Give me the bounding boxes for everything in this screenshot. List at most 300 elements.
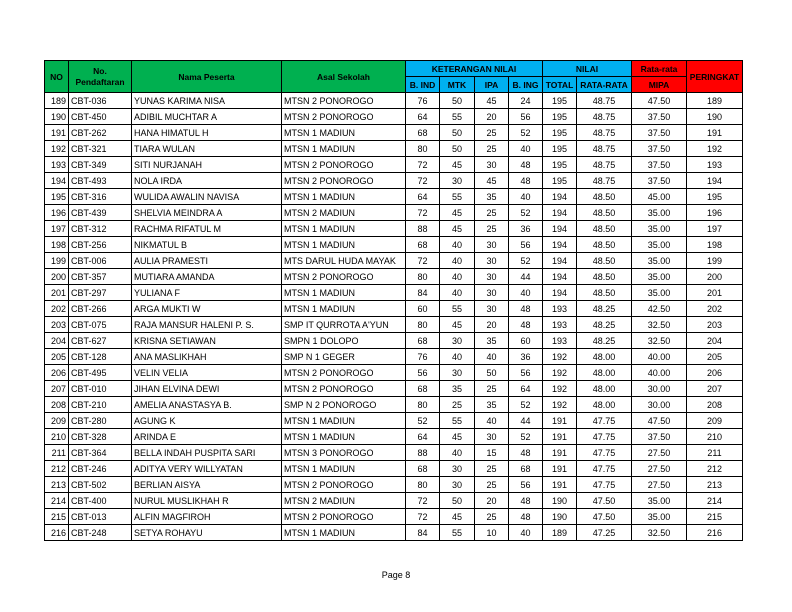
cell-nama-peserta: YUNAS KARIMA NISA <box>132 93 282 109</box>
table-row <box>45 493 743 509</box>
cell-b-ind: 84 <box>406 525 440 541</box>
cell-asal-sekolah: MTSN 1 MADIUN <box>282 461 406 477</box>
cell-rata-rata-mipa: 30.00 <box>632 381 687 397</box>
cell-mtk: 55 <box>440 189 475 205</box>
cell-no-pendaftaran: CBT-364 <box>69 445 132 461</box>
cell-b-ind: 80 <box>406 141 440 157</box>
cell-ipa: 45 <box>475 173 509 189</box>
cell-asal-sekolah: MTSN 2 PONOROGO <box>282 157 406 173</box>
cell-no-pendaftaran: CBT-328 <box>69 429 132 445</box>
cell-peringkat: 215 <box>687 509 743 525</box>
cell-rata-rata: 48.75 <box>577 173 632 189</box>
cell-ipa: 40 <box>475 349 509 365</box>
cell-mtk: 55 <box>440 301 475 317</box>
cell-ipa: 25 <box>475 125 509 141</box>
table-header <box>45 61 743 93</box>
cell-nama-peserta: MUTIARA AMANDA <box>132 269 282 285</box>
cell-asal-sekolah: SMP IT QURROTA A'YUN <box>282 317 406 333</box>
cell-mtk: 30 <box>440 477 475 493</box>
cell-total: 194 <box>543 205 577 221</box>
cell-peringkat: 202 <box>687 301 743 317</box>
cell-rata-rata-mipa: 40.00 <box>632 349 687 365</box>
cell-no: 210 <box>45 429 69 445</box>
cell-total: 191 <box>543 461 577 477</box>
cell-no: 192 <box>45 141 69 157</box>
cell-nama-peserta: ADITYA VERY WILLYATAN <box>132 461 282 477</box>
cell-b-ing: 44 <box>509 269 543 285</box>
cell-rata-rata-mipa: 37.50 <box>632 125 687 141</box>
cell-no-pendaftaran: CBT-248 <box>69 525 132 541</box>
cell-asal-sekolah: MTSN 2 PONOROGO <box>282 509 406 525</box>
cell-no: 204 <box>45 333 69 349</box>
cell-no: 212 <box>45 461 69 477</box>
cell-b-ind: 68 <box>406 125 440 141</box>
cell-no: 207 <box>45 381 69 397</box>
cell-b-ing: 48 <box>509 173 543 189</box>
cell-peringkat: 190 <box>687 109 743 125</box>
cell-no: 197 <box>45 221 69 237</box>
cell-mtk: 30 <box>440 173 475 189</box>
cell-rata-rata-mipa: 40.00 <box>632 365 687 381</box>
cell-asal-sekolah: MTSN 1 MADIUN <box>282 141 406 157</box>
cell-ipa: 30 <box>475 269 509 285</box>
cell-no-pendaftaran: CBT-128 <box>69 349 132 365</box>
table-row <box>45 205 743 221</box>
cell-asal-sekolah: MTSN 2 PONOROGO <box>282 365 406 381</box>
cell-peringkat: 197 <box>687 221 743 237</box>
table-row <box>45 253 743 269</box>
cell-b-ind: 68 <box>406 333 440 349</box>
cell-b-ing: 56 <box>509 237 543 253</box>
cell-ipa: 20 <box>475 109 509 125</box>
cell-no: 194 <box>45 173 69 189</box>
cell-mtk: 50 <box>440 125 475 141</box>
cell-ipa: 25 <box>475 509 509 525</box>
cell-b-ing: 52 <box>509 253 543 269</box>
cell-mtk: 30 <box>440 333 475 349</box>
cell-no-pendaftaran: CBT-316 <box>69 189 132 205</box>
cell-nama-peserta: VELIN VELIA <box>132 365 282 381</box>
cell-no-pendaftaran: CBT-297 <box>69 285 132 301</box>
cell-asal-sekolah: MTSN 1 MADIUN <box>282 237 406 253</box>
header-nilai: NILAI <box>543 61 632 77</box>
cell-b-ing: 48 <box>509 301 543 317</box>
cell-b-ind: 64 <box>406 109 440 125</box>
cell-mtk: 50 <box>440 93 475 109</box>
cell-b-ing: 52 <box>509 125 543 141</box>
cell-asal-sekolah: MTSN 1 MADIUN <box>282 301 406 317</box>
cell-total: 190 <box>543 509 577 525</box>
cell-rata-rata-mipa: 35.00 <box>632 221 687 237</box>
cell-asal-sekolah: MTSN 2 PONOROGO <box>282 93 406 109</box>
cell-no: 198 <box>45 237 69 253</box>
cell-rata-rata-mipa: 30.00 <box>632 397 687 413</box>
cell-no-pendaftaran: CBT-450 <box>69 109 132 125</box>
cell-total: 191 <box>543 413 577 429</box>
cell-b-ind: 72 <box>406 493 440 509</box>
cell-no-pendaftaran: CBT-266 <box>69 301 132 317</box>
cell-rata-rata: 48.50 <box>577 285 632 301</box>
cell-b-ing: 48 <box>509 317 543 333</box>
cell-peringkat: 212 <box>687 461 743 477</box>
cell-rata-rata: 48.75 <box>577 141 632 157</box>
cell-rata-rata-mipa: 35.00 <box>632 253 687 269</box>
cell-asal-sekolah: SMP N 1 GEGER <box>282 349 406 365</box>
cell-rata-rata: 48.00 <box>577 349 632 365</box>
ranking-table <box>44 60 743 541</box>
cell-mtk: 45 <box>440 157 475 173</box>
cell-peringkat: 206 <box>687 365 743 381</box>
table-row <box>45 125 743 141</box>
cell-nama-peserta: BERLIAN AISYA <box>132 477 282 493</box>
cell-ipa: 25 <box>475 221 509 237</box>
cell-mtk: 45 <box>440 205 475 221</box>
table-row <box>45 477 743 493</box>
cell-b-ing: 40 <box>509 525 543 541</box>
cell-b-ing: 64 <box>509 381 543 397</box>
cell-peringkat: 189 <box>687 93 743 109</box>
cell-ipa: 25 <box>475 461 509 477</box>
cell-b-ind: 88 <box>406 445 440 461</box>
header-no: NO <box>45 61 69 93</box>
cell-rata-rata-mipa: 35.00 <box>632 509 687 525</box>
cell-total: 192 <box>543 381 577 397</box>
cell-rata-rata: 47.75 <box>577 413 632 429</box>
cell-mtk: 55 <box>440 525 475 541</box>
cell-mtk: 45 <box>440 317 475 333</box>
cell-nama-peserta: AULIA PRAMESTI <box>132 253 282 269</box>
cell-rata-rata: 47.75 <box>577 445 632 461</box>
cell-rata-rata: 48.50 <box>577 237 632 253</box>
cell-nama-peserta: NIKMATUL B <box>132 237 282 253</box>
cell-ipa: 25 <box>475 141 509 157</box>
cell-mtk: 40 <box>440 285 475 301</box>
cell-total: 194 <box>543 269 577 285</box>
page-footer: Page 8 <box>381 570 411 580</box>
cell-asal-sekolah: SMP N 2 PONOROGO <box>282 397 406 413</box>
header-b-ind: B. IND <box>406 77 440 93</box>
cell-b-ind: 72 <box>406 509 440 525</box>
cell-b-ing: 56 <box>509 109 543 125</box>
cell-b-ind: 60 <box>406 301 440 317</box>
cell-no: 216 <box>45 525 69 541</box>
cell-b-ind: 76 <box>406 93 440 109</box>
cell-rata-rata: 48.25 <box>577 317 632 333</box>
cell-b-ing: 48 <box>509 493 543 509</box>
cell-nama-peserta: YULIANA F <box>132 285 282 301</box>
cell-mtk: 50 <box>440 141 475 157</box>
cell-rata-rata-mipa: 27.50 <box>632 445 687 461</box>
cell-no: 193 <box>45 157 69 173</box>
cell-b-ing: 52 <box>509 205 543 221</box>
cell-rata-rata: 48.25 <box>577 301 632 317</box>
cell-mtk: 40 <box>440 253 475 269</box>
cell-b-ing: 56 <box>509 365 543 381</box>
header-asal-sekolah: Asal Sekolah <box>282 61 406 93</box>
cell-nama-peserta: JIHAN ELVINA DEWI <box>132 381 282 397</box>
cell-rata-rata-mipa: 32.50 <box>632 525 687 541</box>
cell-b-ind: 64 <box>406 429 440 445</box>
cell-mtk: 40 <box>440 237 475 253</box>
table-row <box>45 333 743 349</box>
cell-total: 193 <box>543 301 577 317</box>
table-row <box>45 317 743 333</box>
cell-total: 195 <box>543 173 577 189</box>
cell-peringkat: 195 <box>687 189 743 205</box>
cell-peringkat: 204 <box>687 333 743 349</box>
cell-ipa: 20 <box>475 317 509 333</box>
table-row <box>45 349 743 365</box>
cell-nama-peserta: NURUL MUSLIKHAH R <box>132 493 282 509</box>
cell-ipa: 15 <box>475 445 509 461</box>
cell-b-ind: 80 <box>406 269 440 285</box>
cell-rata-rata: 48.50 <box>577 205 632 221</box>
cell-b-ind: 72 <box>406 253 440 269</box>
cell-peringkat: 203 <box>687 317 743 333</box>
cell-rata-rata: 47.75 <box>577 429 632 445</box>
cell-b-ind: 80 <box>406 477 440 493</box>
cell-rata-rata: 48.50 <box>577 189 632 205</box>
cell-total: 191 <box>543 429 577 445</box>
cell-b-ing: 44 <box>509 413 543 429</box>
cell-peringkat: 198 <box>687 237 743 253</box>
cell-no-pendaftaran: CBT-010 <box>69 381 132 397</box>
header-rata-rata-col: RATA-RATA <box>577 77 632 93</box>
cell-ipa: 25 <box>475 477 509 493</box>
cell-rata-rata-mipa: 47.50 <box>632 93 687 109</box>
cell-rata-rata: 47.75 <box>577 477 632 493</box>
cell-rata-rata-mipa: 37.50 <box>632 429 687 445</box>
cell-b-ing: 40 <box>509 141 543 157</box>
cell-no-pendaftaran: CBT-439 <box>69 205 132 221</box>
table-row <box>45 157 743 173</box>
cell-no-pendaftaran: CBT-321 <box>69 141 132 157</box>
cell-rata-rata: 47.25 <box>577 525 632 541</box>
cell-total: 194 <box>543 221 577 237</box>
cell-total: 190 <box>543 493 577 509</box>
table-row <box>45 141 743 157</box>
cell-mtk: 40 <box>440 349 475 365</box>
cell-nama-peserta: HANA HIMATUL H <box>132 125 282 141</box>
cell-mtk: 45 <box>440 429 475 445</box>
cell-peringkat: 193 <box>687 157 743 173</box>
table-row <box>45 93 743 109</box>
cell-asal-sekolah: MTSN 3 PONOROGO <box>282 445 406 461</box>
cell-total: 195 <box>543 141 577 157</box>
cell-ipa: 35 <box>475 333 509 349</box>
cell-peringkat: 194 <box>687 173 743 189</box>
cell-asal-sekolah: MTSN 1 MADIUN <box>282 413 406 429</box>
cell-rata-rata-mipa: 35.00 <box>632 269 687 285</box>
cell-b-ing: 36 <box>509 349 543 365</box>
cell-no-pendaftaran: CBT-502 <box>69 477 132 493</box>
cell-rata-rata-mipa: 35.00 <box>632 285 687 301</box>
cell-total: 194 <box>543 189 577 205</box>
cell-mtk: 50 <box>440 493 475 509</box>
cell-rata-rata: 48.50 <box>577 253 632 269</box>
cell-ipa: 35 <box>475 189 509 205</box>
cell-nama-peserta: ALFIN MAGFIROH <box>132 509 282 525</box>
cell-nama-peserta: WULIDA AWALIN NAVISA <box>132 189 282 205</box>
cell-b-ind: 72 <box>406 157 440 173</box>
cell-peringkat: 214 <box>687 493 743 509</box>
cell-b-ing: 60 <box>509 333 543 349</box>
cell-nama-peserta: ANA MASLIKHAH <box>132 349 282 365</box>
cell-ipa: 30 <box>475 253 509 269</box>
cell-no-pendaftaran: CBT-400 <box>69 493 132 509</box>
table-row <box>45 285 743 301</box>
table-row <box>45 461 743 477</box>
cell-rata-rata: 48.75 <box>577 125 632 141</box>
cell-no: 189 <box>45 93 69 109</box>
cell-rata-rata: 47.50 <box>577 509 632 525</box>
table-row <box>45 525 743 541</box>
cell-mtk: 55 <box>440 413 475 429</box>
cell-no-pendaftaran: CBT-349 <box>69 157 132 173</box>
cell-b-ing: 48 <box>509 445 543 461</box>
cell-total: 194 <box>543 237 577 253</box>
cell-total: 192 <box>543 397 577 413</box>
cell-b-ind: 84 <box>406 285 440 301</box>
cell-total: 192 <box>543 365 577 381</box>
cell-mtk: 30 <box>440 461 475 477</box>
cell-b-ind: 56 <box>406 365 440 381</box>
cell-b-ind: 76 <box>406 349 440 365</box>
cell-total: 195 <box>543 157 577 173</box>
cell-rata-rata: 47.75 <box>577 461 632 477</box>
cell-ipa: 25 <box>475 381 509 397</box>
cell-no: 213 <box>45 477 69 493</box>
cell-ipa: 35 <box>475 397 509 413</box>
cell-asal-sekolah: MTSN 2 MADIUN <box>282 205 406 221</box>
cell-peringkat: 208 <box>687 397 743 413</box>
cell-mtk: 40 <box>440 445 475 461</box>
cell-b-ind: 68 <box>406 381 440 397</box>
cell-rata-rata: 48.75 <box>577 109 632 125</box>
cell-mtk: 25 <box>440 397 475 413</box>
cell-rata-rata: 48.25 <box>577 333 632 349</box>
cell-no-pendaftaran: CBT-246 <box>69 461 132 477</box>
cell-rata-rata-mipa: 35.00 <box>632 237 687 253</box>
cell-total: 189 <box>543 525 577 541</box>
cell-rata-rata: 48.00 <box>577 397 632 413</box>
cell-peringkat: 196 <box>687 205 743 221</box>
cell-total: 193 <box>543 333 577 349</box>
cell-nama-peserta: SITI NURJANAH <box>132 157 282 173</box>
cell-mtk: 45 <box>440 509 475 525</box>
cell-b-ind: 80 <box>406 397 440 413</box>
table-row <box>45 429 743 445</box>
table-row <box>45 189 743 205</box>
cell-b-ind: 72 <box>406 205 440 221</box>
cell-no-pendaftaran: CBT-075 <box>69 317 132 333</box>
cell-asal-sekolah: MTSN 2 PONOROGO <box>282 477 406 493</box>
cell-b-ing: 48 <box>509 157 543 173</box>
cell-no-pendaftaran: CBT-013 <box>69 509 132 525</box>
table-row <box>45 397 743 413</box>
cell-b-ing: 36 <box>509 221 543 237</box>
header-peringkat: PERINGKAT <box>687 61 743 93</box>
cell-no: 206 <box>45 365 69 381</box>
cell-b-ind: 72 <box>406 173 440 189</box>
cell-mtk: 35 <box>440 381 475 397</box>
cell-rata-rata-mipa: 47.50 <box>632 413 687 429</box>
cell-rata-rata: 47.50 <box>577 493 632 509</box>
cell-no-pendaftaran: CBT-262 <box>69 125 132 141</box>
header-nama-peserta: Nama Peserta <box>132 61 282 93</box>
cell-no-pendaftaran: CBT-280 <box>69 413 132 429</box>
cell-b-ind: 68 <box>406 461 440 477</box>
cell-no: 214 <box>45 493 69 509</box>
cell-no: 202 <box>45 301 69 317</box>
cell-no: 200 <box>45 269 69 285</box>
cell-b-ing: 40 <box>509 189 543 205</box>
cell-b-ing: 48 <box>509 509 543 525</box>
cell-asal-sekolah: MTSN 2 PONOROGO <box>282 109 406 125</box>
cell-peringkat: 211 <box>687 445 743 461</box>
cell-peringkat: 209 <box>687 413 743 429</box>
cell-no: 215 <box>45 509 69 525</box>
cell-asal-sekolah: MTSN 2 PONOROGO <box>282 381 406 397</box>
table-row <box>45 301 743 317</box>
cell-ipa: 40 <box>475 413 509 429</box>
cell-no: 199 <box>45 253 69 269</box>
cell-asal-sekolah: SMPN 1 DOLOPO <box>282 333 406 349</box>
cell-rata-rata-mipa: 32.50 <box>632 317 687 333</box>
cell-b-ing: 40 <box>509 285 543 301</box>
cell-rata-rata: 48.50 <box>577 269 632 285</box>
cell-ipa: 30 <box>475 237 509 253</box>
cell-no-pendaftaran: CBT-256 <box>69 237 132 253</box>
cell-asal-sekolah: MTSN 1 MADIUN <box>282 125 406 141</box>
cell-ipa: 10 <box>475 525 509 541</box>
cell-nama-peserta: NOLA IRDA <box>132 173 282 189</box>
cell-asal-sekolah: MTSN 1 MADIUN <box>282 429 406 445</box>
table-body <box>45 93 743 541</box>
table-row <box>45 109 743 125</box>
cell-rata-rata-mipa: 37.50 <box>632 157 687 173</box>
cell-nama-peserta: BELLA INDAH PUSPITA SARI <box>132 445 282 461</box>
cell-ipa: 30 <box>475 285 509 301</box>
cell-rata-rata-mipa: 35.00 <box>632 493 687 509</box>
table-row <box>45 413 743 429</box>
cell-no: 195 <box>45 189 69 205</box>
cell-ipa: 20 <box>475 493 509 509</box>
cell-rata-rata-mipa: 27.50 <box>632 461 687 477</box>
cell-b-ing: 52 <box>509 429 543 445</box>
header-mipa: MIPA <box>632 77 687 93</box>
cell-no-pendaftaran: CBT-495 <box>69 365 132 381</box>
header-ipa: IPA <box>475 77 509 93</box>
table-row <box>45 269 743 285</box>
cell-peringkat: 207 <box>687 381 743 397</box>
cell-nama-peserta: SETYA ROHAYU <box>132 525 282 541</box>
table-row <box>45 381 743 397</box>
cell-no: 196 <box>45 205 69 221</box>
cell-nama-peserta: SHELVIA MEINDRA A <box>132 205 282 221</box>
header-rata-rata: Rata-rata <box>632 61 687 77</box>
cell-asal-sekolah: MTSN 2 MADIUN <box>282 493 406 509</box>
cell-nama-peserta: ADIBIL MUCHTAR A <box>132 109 282 125</box>
cell-b-ind: 52 <box>406 413 440 429</box>
cell-nama-peserta: KRISNA SETIAWAN <box>132 333 282 349</box>
cell-total: 194 <box>543 253 577 269</box>
cell-no: 205 <box>45 349 69 365</box>
header-keterangan-nilai: KETERANGAN NILAI <box>406 61 543 77</box>
cell-peringkat: 210 <box>687 429 743 445</box>
table-row <box>45 221 743 237</box>
cell-no: 203 <box>45 317 69 333</box>
